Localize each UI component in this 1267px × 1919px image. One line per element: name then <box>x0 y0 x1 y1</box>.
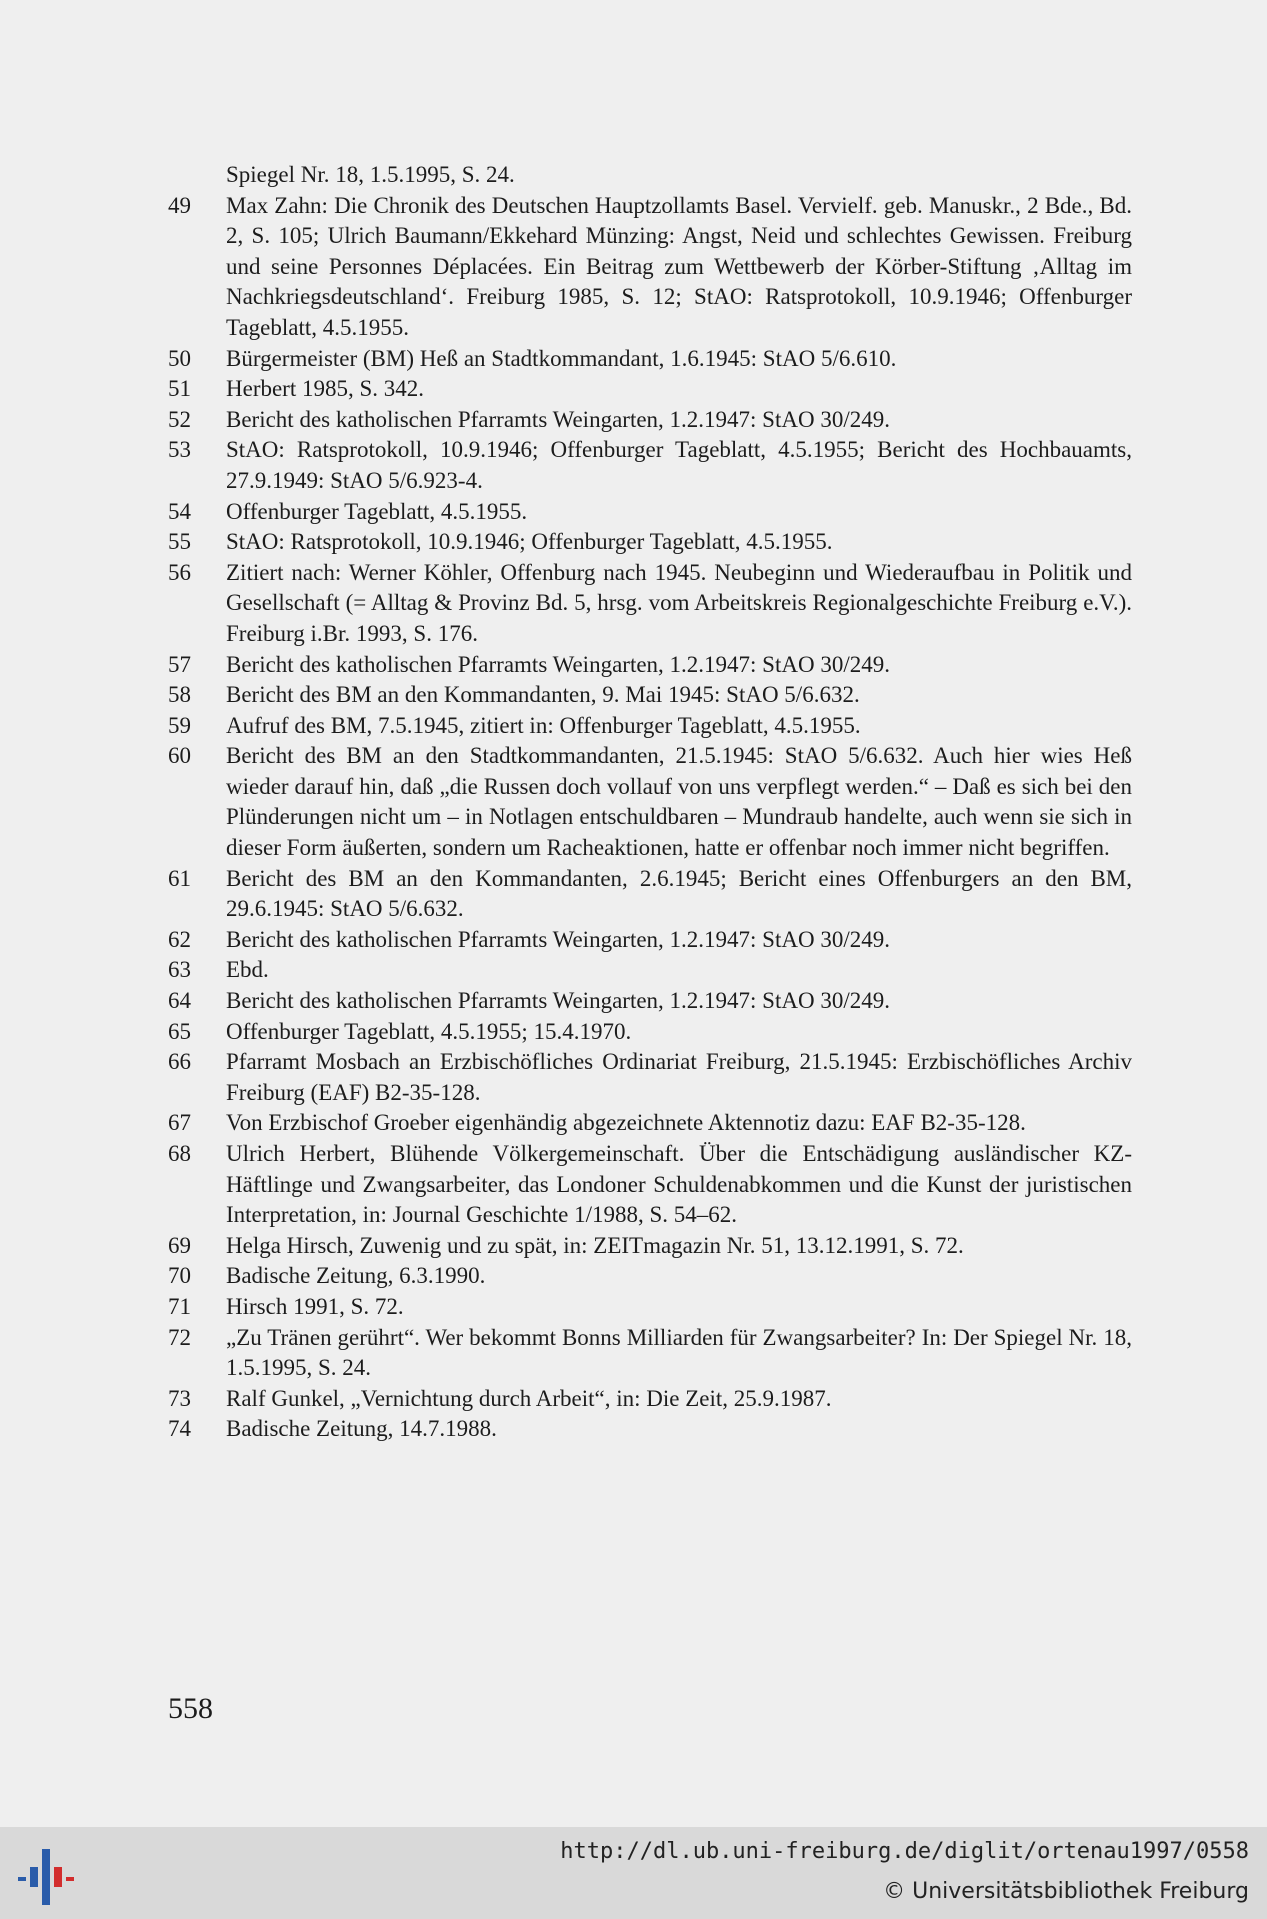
footnote-text: Helga Hirsch, Zuwenig und zu spät, in: ZEITmagazin Nr. 51, 13.12.1991, S. 72. <box>226 1232 964 1258</box>
footnote-number: 67 <box>168 1110 191 1136</box>
footnote-number: 64 <box>168 988 191 1014</box>
footnote-52 <box>168 405 1132 436</box>
footnote-text: Bericht des katholischen Pfarramts Weingarten, 1.2.1947: StAO 30/249. <box>226 926 890 952</box>
footnote-text: StAO: Ratsprotokoll, 10.9.1946; Offenburger Tageblatt, 4.5.1955. <box>226 529 833 555</box>
footnote-number: 55 <box>168 529 191 555</box>
footnote-text: Zitiert nach: Werner Köhler, Offenburg nach 1945. Neubeginn und Wiederaufbau in Politik und Gesellschaft (= Alltag & Provinz Bd. 5, hrsg. vom Arbeitskreis Regionalgeschichte Freiburg e.V.). Freiburg i.Br. 1993, S. 176. <box>226 559 1132 646</box>
footnote-text: Von Erzbischof Groeber eigenhändig abgezeichnete Aktennotiz dazu: EAF B2-35-128. <box>226 1110 1026 1136</box>
footnote-number: 58 <box>168 682 191 708</box>
footnote-49 <box>168 191 1132 344</box>
footnote-number: 60 <box>168 743 191 769</box>
footnote-66 <box>168 1047 1132 1108</box>
footnote-number: 50 <box>168 345 191 371</box>
footnote-72 <box>168 1323 1132 1384</box>
footnote-number: 72 <box>168 1324 191 1350</box>
ub-freiburg-logo-icon <box>14 1839 84 1909</box>
footnote-text: Bürgermeister (BM) Heß an Stadtkommandant, 1.6.1945: StAO 5/6.610. <box>226 345 897 371</box>
footnote-61 <box>168 864 1132 925</box>
footnote-text: Bericht des katholischen Pfarramts Weingarten, 1.2.1947: StAO 30/249. <box>226 406 890 432</box>
footnote-68 <box>168 1139 1132 1231</box>
footnote-54 <box>168 497 1132 528</box>
footnote-number: 57 <box>168 651 191 677</box>
footnote-62 <box>168 925 1132 956</box>
footnote-text: Bericht des katholischen Pfarramts Weingarten, 1.2.1947: StAO 30/249. <box>226 651 890 677</box>
footnote-text: Ulrich Herbert, Blühende Völkergemeinschaft. Über die Entschädigung ausländischer KZ-Häftlinge und Zwangsarbeiter, das Londoner Schuldenabkommen und die Kunst der juristischen Interpretation, in: Journal Geschichte 1/1988, S. 54–62. <box>226 1141 1132 1228</box>
footnote-number: 49 <box>168 192 191 218</box>
footnote-67 <box>168 1108 1132 1139</box>
footnote-55 <box>168 527 1132 558</box>
footnote-51 <box>168 374 1132 405</box>
footnote-65 <box>168 1017 1132 1048</box>
copyright-notice: © Universitätsbibliothek Freiburg <box>883 1879 1249 1904</box>
footnote-number: 51 <box>168 376 191 402</box>
page-number: 558 <box>168 1692 213 1725</box>
footnote-57 <box>168 650 1132 681</box>
footnote-text: „Zu Tränen gerührt“. Wer bekommt Bonns Milliarden für Zwangsarbeiter? In: Der Spiegel Nr. 18, 1.5.1995, S. 24. <box>226 1324 1132 1381</box>
footnote-70 <box>168 1261 1132 1292</box>
footnote-number: 54 <box>168 498 191 524</box>
footnote-59 <box>168 711 1132 742</box>
footnote-text: Bericht des BM an den Stadtkommandanten, 21.5.1945: StAO 5/6.632. Auch hier wies Heß wieder darauf hin, daß „die Russen doch vollauf von uns verpflegt werden.“ – Daß es sich bei den Plünderungen nicht um – in Notlagen entschuldbaren – Mundraub handelte, auch wenn sie sich in dieser Form äußerten, sondern um Racheaktionen, hatte er offenbar noch immer nicht begriffen. <box>226 743 1132 861</box>
footnote-text: Offenburger Tageblatt, 4.5.1955; 15.4.1970. <box>226 1018 632 1044</box>
source-url[interactable]: http://dl.ub.uni-freiburg.de/diglit/ortenau1997/0558 <box>560 1839 1249 1864</box>
footnote-list <box>168 191 1132 1445</box>
footnote-text: Bericht des BM an den Kommandanten, 2.6.1945; Bericht eines Offenburgers an den BM, 29.6.1945: StAO 5/6.632. <box>226 865 1132 922</box>
footnote-71 <box>168 1292 1132 1323</box>
footnote-64 <box>168 986 1132 1017</box>
footnote-continuation-text: Spiegel Nr. 18, 1.5.1995, S. 24. <box>226 162 515 187</box>
footnote-63 <box>168 955 1132 986</box>
footnote-58 <box>168 680 1132 711</box>
footnote-text: Badische Zeitung, 6.3.1990. <box>226 1263 486 1289</box>
footnote-text: Hirsch 1991, S. 72. <box>226 1293 404 1319</box>
footnote-text: Aufruf des BM, 7.5.1945, zitiert in: Offenburger Tageblatt, 4.5.1955. <box>226 712 861 738</box>
footnote-number: 73 <box>168 1385 191 1411</box>
footnote-number: 53 <box>168 437 191 463</box>
footnote-number: 59 <box>168 712 191 738</box>
footnote-text: Bericht des BM an den Kommandanten, 9. Mai 1945: StAO 5/6.632. <box>226 682 860 708</box>
footnote-number: 70 <box>168 1263 191 1289</box>
footnote-number: 56 <box>168 559 191 585</box>
footnote-50 <box>168 344 1132 375</box>
footnote-text: Ebd. <box>226 957 269 983</box>
footnote-number: 63 <box>168 957 191 983</box>
footnote-56 <box>168 558 1132 650</box>
footnote-text: Max Zahn: Die Chronik des Deutschen Hauptzollamts Basel. Vervielf. geb. Manuskr., 2 Bde., Bd. 2, S. 105; Ulrich Baumann/Ekkehard Münzing: Angst, Neid und schlechtes Gewissen. Freiburg und seine Personnes Déplacées. Ein Beitrag zum Wettbewerb der Körber-Stiftung ‚Alltag im Nachkriegsdeutschland‘. Freiburg 1985, S. 12; StAO: Ratsprotokoll, 10.9.1946; Offenburger Tageblatt, 4.5.1955. <box>226 192 1132 340</box>
footnote-number: 74 <box>168 1416 191 1442</box>
footnote-text: Ralf Gunkel, „Vernichtung durch Arbeit“, in: Die Zeit, 25.9.1987. <box>226 1385 832 1411</box>
footnote-73 <box>168 1384 1132 1415</box>
footnote-text: Offenburger Tageblatt, 4.5.1955. <box>226 498 528 524</box>
footnotes <box>168 160 1132 1445</box>
footnote-69 <box>168 1231 1132 1262</box>
footnote-53 <box>168 435 1132 496</box>
footnote-text: Badische Zeitung, 14.7.1988. <box>226 1416 497 1442</box>
footnote-74 <box>168 1414 1132 1445</box>
footnote-text: Herbert 1985, S. 342. <box>226 376 425 402</box>
footnote-continuation <box>168 160 1132 191</box>
footnote-text: Bericht des katholischen Pfarramts Weingarten, 1.2.1947: StAO 30/249. <box>226 988 890 1014</box>
footnote-number: 68 <box>168 1141 191 1166</box>
footnote-number: 52 <box>168 406 191 432</box>
footnote-number: 65 <box>168 1018 191 1044</box>
footnote-text: StAO: Ratsprotokoll, 10.9.1946; Offenburger Tageblatt, 4.5.1955; Bericht des Hochbauamts, 27.9.1949: StAO 5/6.923-4. <box>226 437 1132 493</box>
footnote-60 <box>168 741 1132 863</box>
footnote-number: 66 <box>168 1049 191 1075</box>
footnote-number: 71 <box>168 1293 191 1319</box>
footer-bar <box>0 1827 1267 1919</box>
footnote-number: 61 <box>168 865 191 891</box>
footnote-number: 62 <box>168 926 191 952</box>
footnote-text: Pfarramt Mosbach an Erzbischöfliches Ordinariat Freiburg, 21.5.1945: Erzbischöfliches Archiv Freiburg (EAF) B2-35-128. <box>226 1049 1132 1105</box>
footnote-number: 69 <box>168 1232 191 1258</box>
